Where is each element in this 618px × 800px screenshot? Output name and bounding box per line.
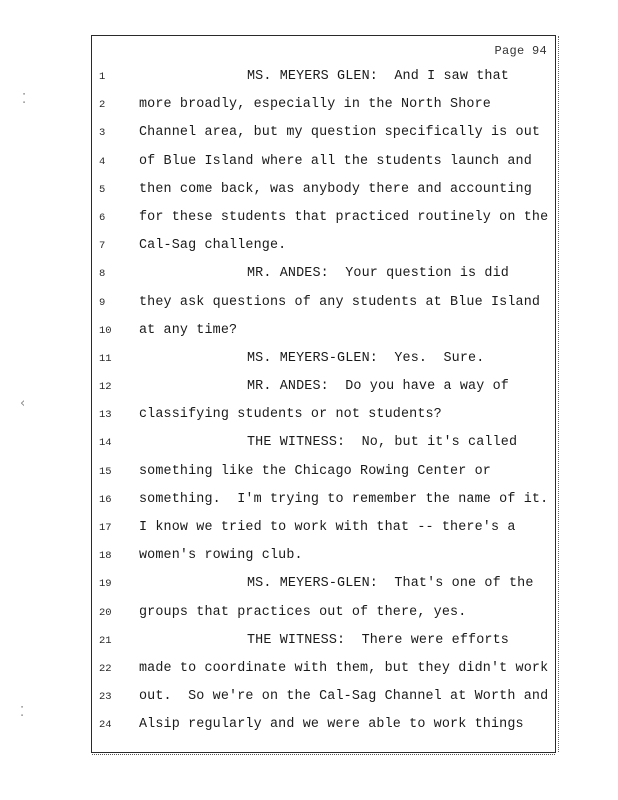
line-text: MS. MEYERS-GLEN: Yes. Sure. [247,350,485,366]
line-text: classifying students or not students? [139,407,442,423]
transcript-line [92,407,555,435]
line-text: made to coordinate with them, but they didn't work [139,660,549,676]
line-number: 5 [99,183,106,196]
line-text: THE WITNESS: There were efforts [247,632,509,648]
line-text: something. I'm trying to remember the name of it. [139,491,549,507]
line-number: 16 [99,493,112,506]
transcript-line [92,295,555,323]
line-text: out. So we're on the Cal-Sag Channel at Worth and [139,689,549,705]
transcript-line [92,238,555,266]
line-number: 23 [99,691,112,704]
transcript-line [92,605,555,633]
transcript-line [92,633,555,661]
transcript-line [92,69,555,97]
line-text: MS. MEYERS GLEN: And I saw that [247,69,509,84]
transcript-line [92,576,555,604]
transcript-line [92,182,555,210]
line-number: 4 [99,155,106,168]
line-number: 14 [99,437,112,450]
line-text: they ask questions of any students at Blue Island [139,294,541,310]
line-number: 15 [99,465,112,478]
transcript-body [92,69,555,746]
transcript-page [91,35,556,753]
transcript-line [92,210,555,238]
transcript-line [92,548,555,576]
line-number: 21 [99,634,112,647]
line-text: at any time? [139,322,238,338]
line-text: Channel area, but my question specifically is out [139,125,541,141]
line-text: THE WITNESS: No, but it's called [247,435,518,451]
line-number: 24 [99,719,112,732]
transcript-line [92,689,555,717]
line-number: 9 [99,296,106,309]
line-text: Alsip regularly and we were able to work things [139,717,524,733]
transcript-line [92,379,555,407]
scan-artifact-mark: ‹ [20,396,26,411]
transcript-line [92,661,555,689]
line-text: something like the Chicago Rowing Center or [139,463,491,479]
line-number: 20 [99,606,112,619]
line-number: 17 [99,522,112,534]
line-number: 12 [99,381,112,394]
line-text: MS. MEYERS-GLEN: That's one of the [247,576,534,592]
line-number: 6 [99,211,106,224]
transcript-line [92,351,555,379]
line-number: 10 [99,324,112,337]
line-text: I know we tried to work with that -- there's a [139,520,516,535]
line-text: Cal-Sag challenge. [139,238,287,254]
line-number: 19 [99,578,112,591]
margin-rule [558,36,561,752]
line-text: groups that practices out of there, yes. [139,604,467,620]
transcript-line [92,435,555,463]
transcript-line [92,717,555,745]
line-number: 11 [99,352,112,365]
transcript-line [92,492,555,520]
line-number: 2 [99,99,106,112]
bottom-scan-line [92,753,555,755]
line-number: 7 [99,240,106,253]
line-number: 3 [99,127,106,140]
line-text: for these students that practiced routinely on the [139,209,549,225]
line-text: MR. ANDES: Do you have a way of [247,379,509,395]
scan-artifact-mark: ⁚ [22,92,27,107]
transcript-line [92,520,555,548]
line-number: 18 [99,550,112,563]
line-number: 22 [99,662,112,675]
transcript-line [92,464,555,492]
line-number: 13 [99,409,112,422]
transcript-line [92,97,555,125]
scan-artifact-mark: ⁚ [20,705,25,720]
line-text: of Blue Island where all the students launch and [139,153,532,169]
line-text: MR. ANDES: Your question is did [247,266,509,282]
transcript-line [92,266,555,294]
line-text: more broadly, especially in the North Shore [139,97,491,113]
page-number: Page 94 [494,44,547,58]
line-text: then come back, was anybody there and accounting [139,181,532,197]
line-number: 1 [99,71,106,83]
line-text: women's rowing club. [139,548,303,564]
line-number: 8 [99,268,106,281]
transcript-line [92,154,555,182]
transcript-line [92,323,555,351]
transcript-line [92,125,555,153]
